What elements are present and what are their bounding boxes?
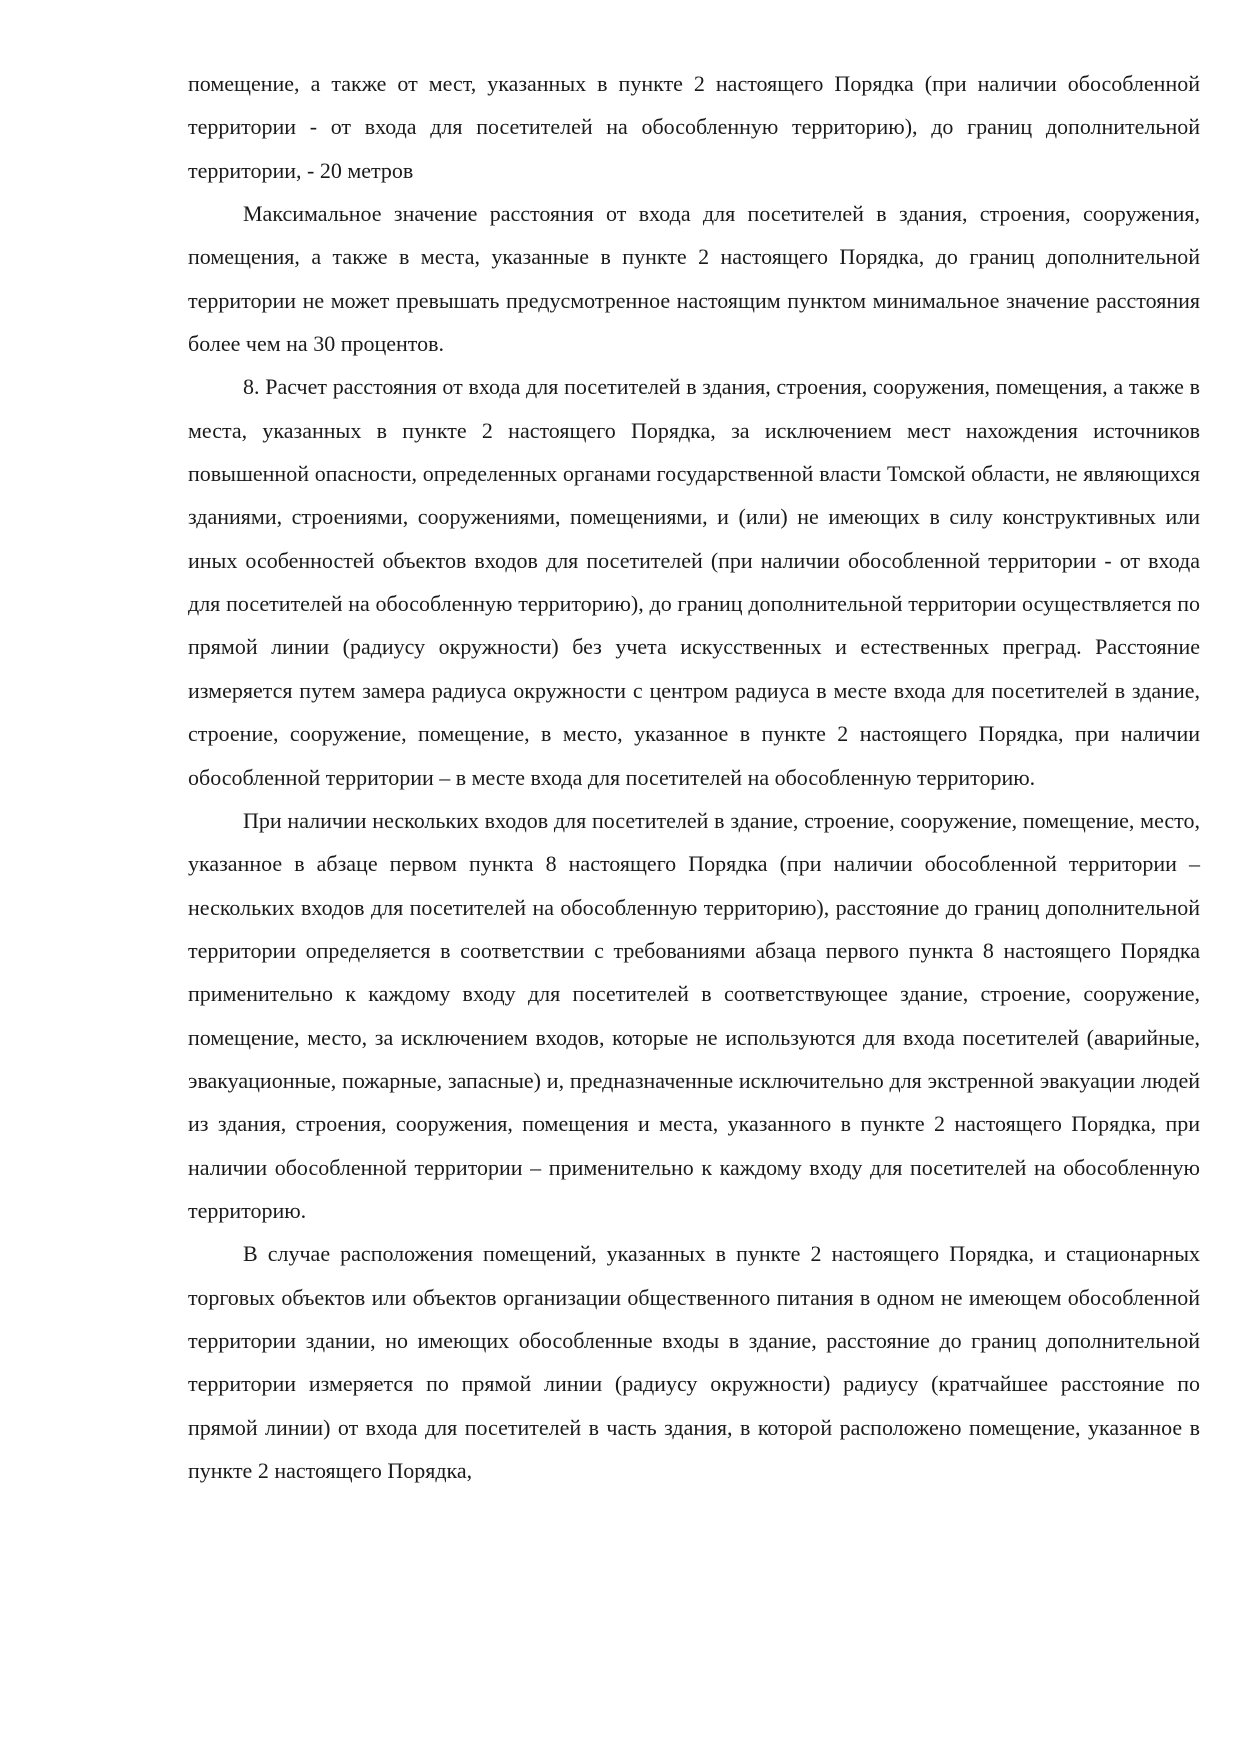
paragraph-multiple-entrances: При наличии нескольких входов для посетителей в здание, строение, сооружение, помещение, место, указанное в абзаце первом пункта 8 настоящего Порядка (при наличии обособленной территории – нескольких входов для посетителей на обособленную территорию), расстояние до границ дополнительной территории определяется в соответствии с требованиями абзаца первого пункта 8 настоящего Порядка применительно к каждому входу для посетителей в соответствующее здание, строение, сооружение, помещение, место, за исключением входов, которые не используются для входа посетителей (аварийные, эвакуационные, пожарные, запасные) и, предназначенные исключительно для экстренной эвакуации людей из здания, строения, сооружения, помещения и места, указанного в пункте 2 настоящего Порядка, при наличии обособленной территории – применительно к каждому входу для посетителей на обособленную территорию. xyxy=(188,807,1200,1223)
paragraph-max-distance: Максимальное значение расстояния от входа для посетителей в здания, строения, сооружения, помещения, а также в места, указанные в пункте 2 настоящего Порядка, до границ дополнительной территории не может превышать предусмотренное настоящим пунктом минимальное значение расстояния более чем на 30 процентов. xyxy=(188,201,1200,357)
paragraph-shared-building: В случае расположения помещений, указанных в пункте 2 настоящего Порядка, и стационарных торговых объектов или объектов организации общественного питания в одном не имеющем обособленной территории здании, но имеющих обособленные входы в здание, расстояние до границ дополнительной территории измеряется по прямой линии (радиусу окружности) радиусу (кратчайшее расстояние по прямой линии) от входа для посетителей в часть здания, в которой расположено помещение, указанное в пункте 2 настоящего Порядка, xyxy=(188,1241,1200,1483)
document-body xyxy=(188,62,1200,1492)
paragraph-continuation: помещение, а также от мест, указанных в пункте 2 настоящего Порядка (при наличии обособленной территории - от входа для посетителей на обособленную территорию), до границ дополнительной территории, - 20 метров xyxy=(188,71,1200,183)
paragraph-clause-8: 8. Расчет расстояния от входа для посетителей в здания, строения, сооружения, помещения, а также в места, указанных в пункте 2 настоящего Порядка, за исключением мест нахождения источников повышенной опасности, определенных органами государственной власти Томской области, не являющихся зданиями, строениями, сооружениями, помещениями, и (или) не имеющих в силу конструктивных или иных особенностей объектов входов для посетителей (при наличии обособленной территории - от входа для посетителей на обособленную территорию), до границ дополнительной территории осуществляется по прямой линии (радиусу окружности) без учета искусственных и естественных преград. Расстояние измеряется путем замера радиуса окружности с центром радиуса в месте входа для посетителей в здание, строение, сооружение, помещение, в место, указанное в пункте 2 настоящего Порядка, при наличии обособленной территории – в месте входа для посетителей на обособленную территорию. xyxy=(188,374,1200,790)
